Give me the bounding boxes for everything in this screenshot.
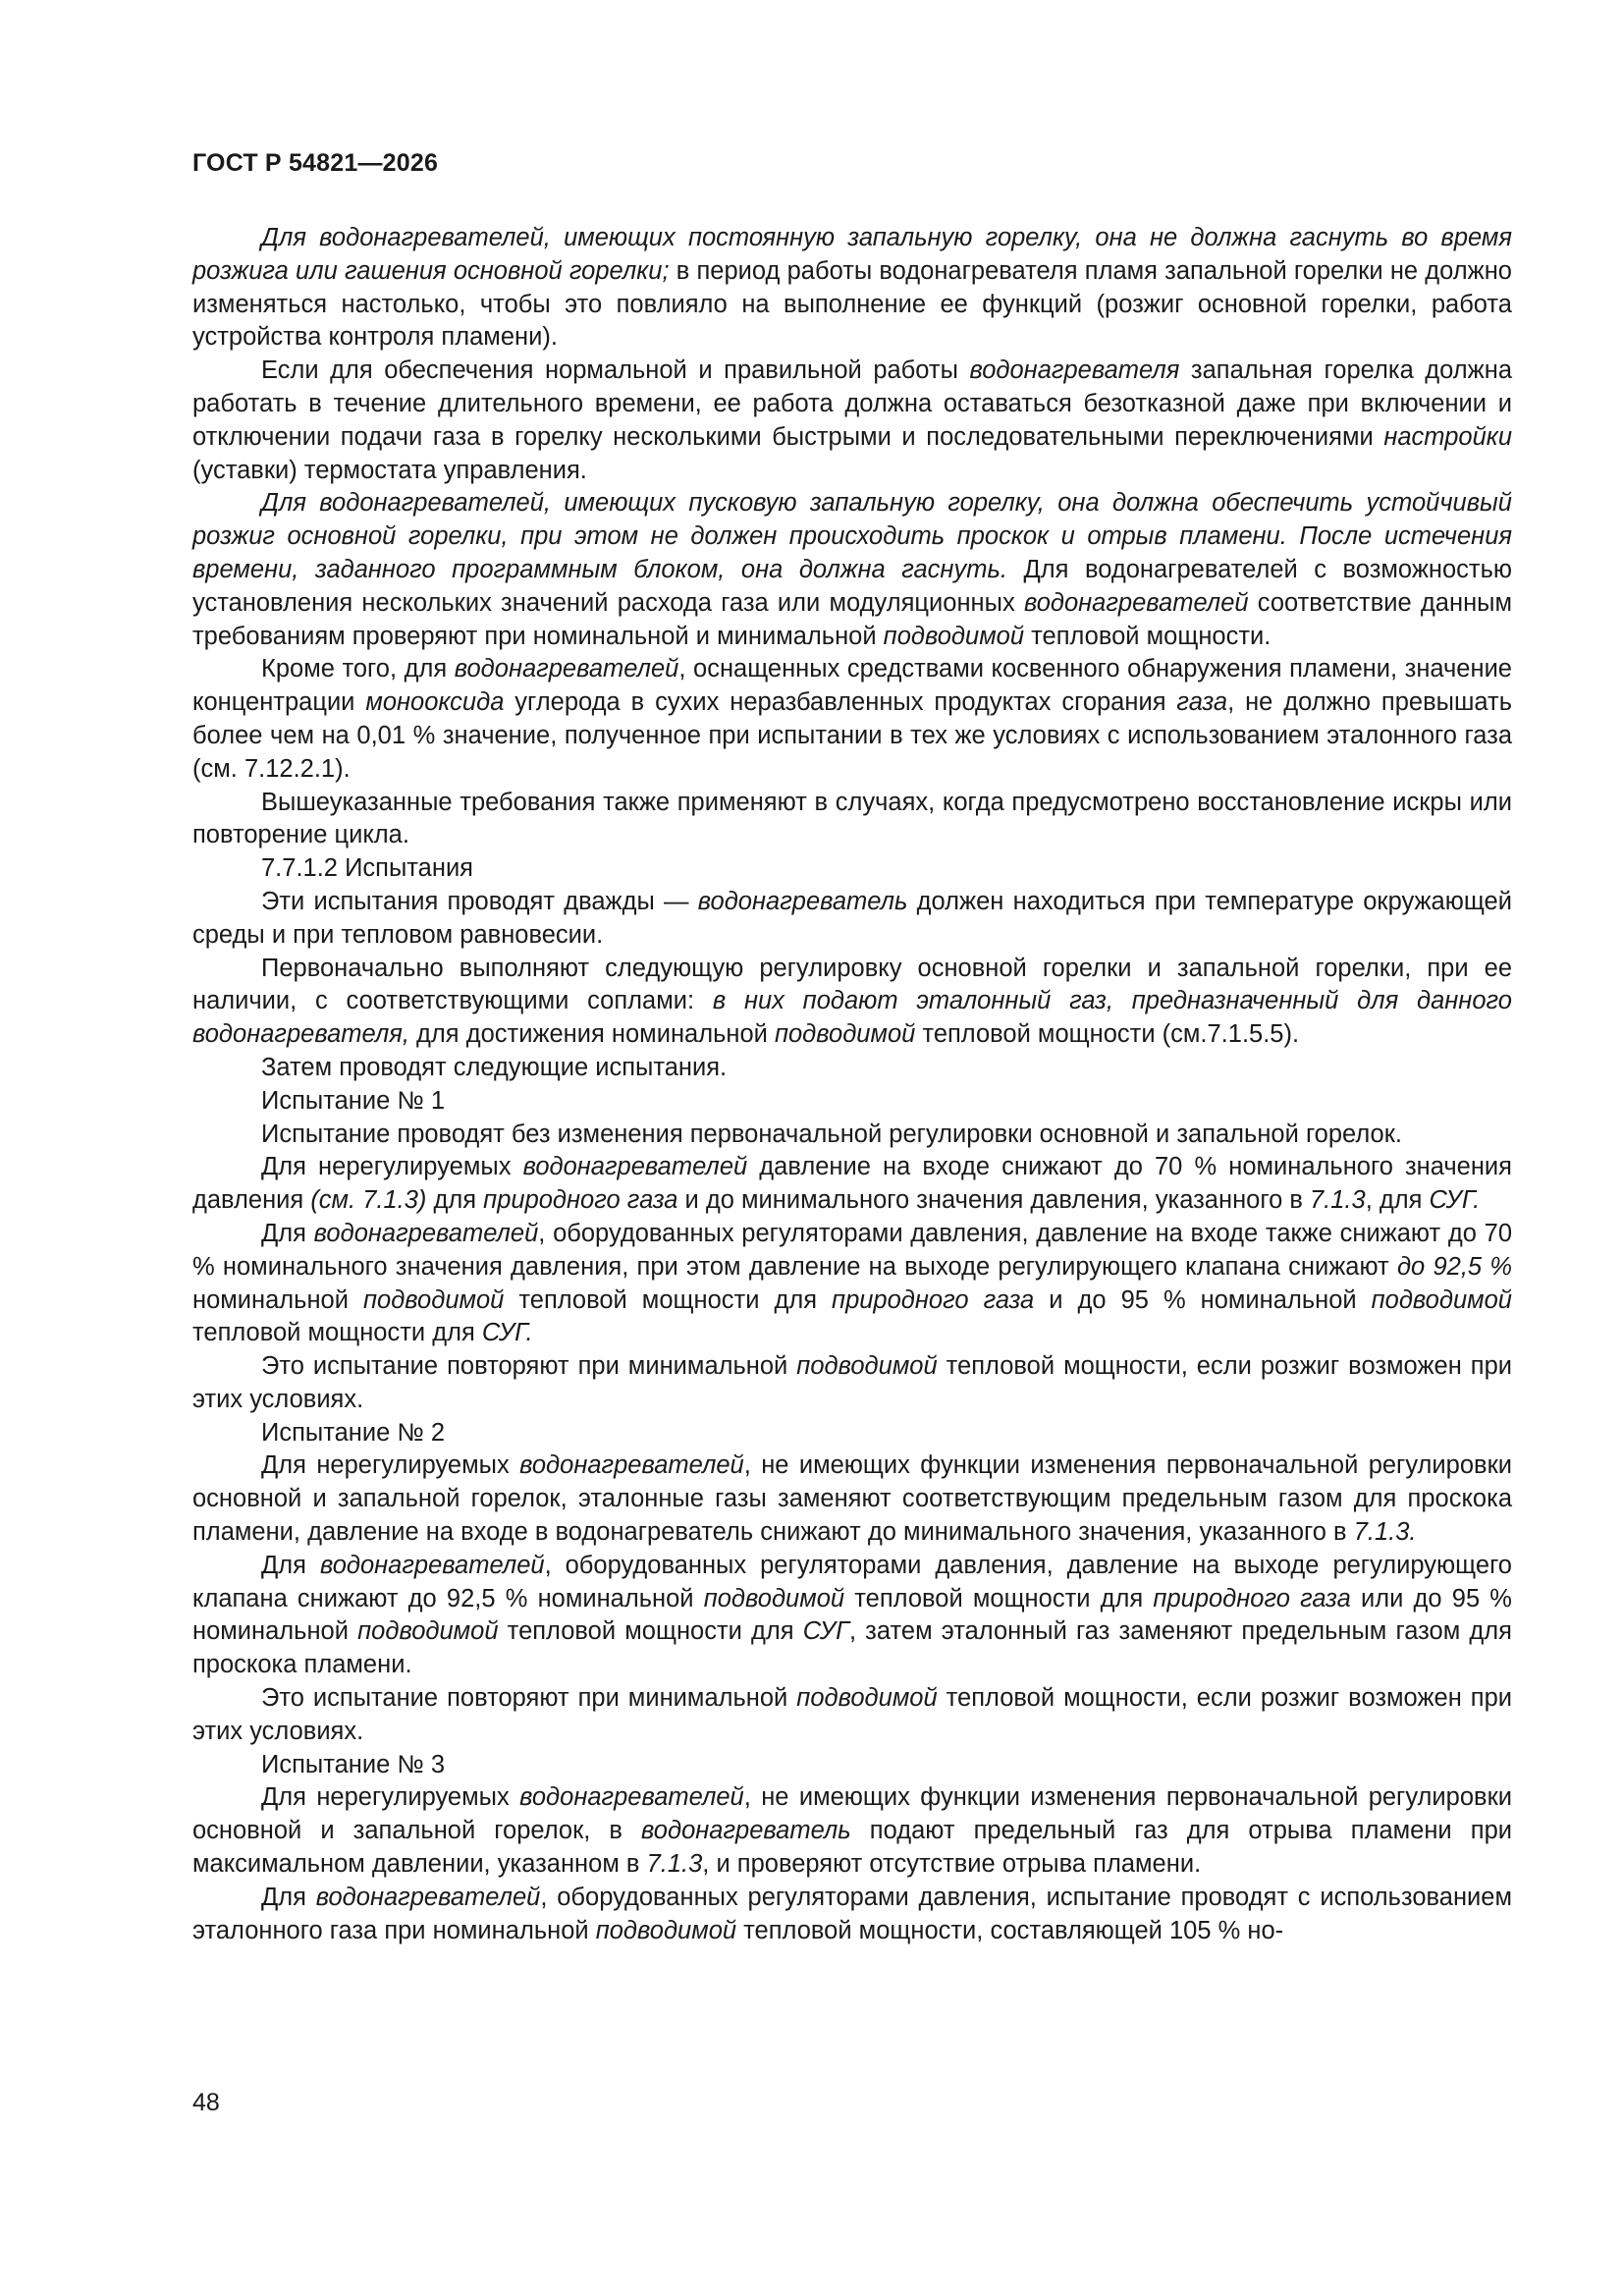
italic-run: подводимой [774,1020,916,1049]
italic-run: (см. 7.1.3) [310,1186,427,1215]
text-run: Для [261,1219,314,1247]
italic-run: подводимой [703,1584,845,1613]
italic-run: СУГ. [481,1319,533,1347]
paragraph [192,1350,1512,1417]
text-run: Для водонагревателей с возможностью установления нескольких значений расхода газа или модуляционных [192,555,1512,617]
paragraph [192,1550,1512,1682]
text-run: Испытание № 1 [261,1086,446,1115]
italic-run: природного газа [1153,1584,1351,1613]
text-run: , оборудованных регуляторами давления, давление на входе также снижают до 70 % номинального значения давления, при этом давление на выходе регулирующего клапана снижают [192,1219,1513,1281]
text-run: тепловой мощности, если розжиг возможен при этих условиях. [192,1352,1513,1413]
italic-run: 7.1.3 [646,1850,703,1879]
text-run: Испытание № 2 [261,1418,446,1447]
text-run: запальная горелка должна работать в течение длительного времени, ее работа должна оставаться безотказной даже при включении и отключении подачи газа в горелку несколькими быстрыми и последовательными переключениями [192,356,1512,451]
text-run: подают предельный газ для отрыва пламени при максимальном давлении, указанном в [192,1817,1513,1879]
paragraph [192,653,1512,786]
paragraph [192,1052,1512,1085]
document-header: ГОСТ Р 54821—2026 [192,149,439,177]
italic-run: подводимой [357,1617,499,1646]
text-run: , и проверяют отсутствие отрыва пламени. [702,1850,1202,1879]
text-run: тепловой мощности для [192,1319,482,1347]
italic-run: природного газа [832,1285,1035,1314]
italic-run: водонагревателей [522,1153,748,1181]
paragraph [192,1151,1512,1218]
text-run: Испытание проводят без изменения первоначальной регулировки основной и запальной горелок. [261,1120,1402,1148]
paragraph [192,1119,1512,1152]
text-run: , затем эталонный газ заменяют предельным газом для проскока пламени. [192,1617,1512,1679]
paragraph [192,487,1512,653]
italic-run: водонагреватель [641,1817,851,1845]
text-run: номинальной [192,1285,363,1314]
text-run: Первоначально выполняют следующую регулировку основной горелки и запальной горелки, при ее наличии, с соответствующими соплами: [192,954,1512,1015]
text-run: Вышеуказанные требования также применяют в случаях, когда предусмотрено восстановление искры или повторение цикла. [192,788,1512,849]
text-run: Для [261,1551,320,1579]
italic-run: водонагреватель [697,887,908,915]
text-run: тепловой мощности, составляющей 105 % но- [736,1916,1284,1944]
text-run: , для [1365,1186,1430,1215]
paragraph [192,1085,1512,1119]
document-body [192,222,1512,1947]
text-run: , не имеющих функции изменения первоначальной регулировки основной и запальной горелок, эталонные газы заменяют соответствующим предельным газом для проскока пламени, давление на входе в водонагреватель снижают до минимального значения, указанного в [192,1451,1512,1547]
text-run: (уставки) термостата управления. [192,456,587,484]
italic-run: монооксида [365,688,505,717]
paragraph [192,1682,1512,1749]
text-run: Испытание № 3 [261,1750,446,1778]
italic-run: подводимой [595,1916,737,1944]
text-run: тепловой мощности (см.7.1.5.5). [915,1020,1300,1049]
italic-run: водонагревателей [313,1219,539,1247]
text-run: должен находиться при температуре окружающей среды и при тепловом равновесии. [192,887,1512,949]
paragraph [192,222,1512,355]
text-run: Это испытание повторяют при минимальной [261,1684,797,1713]
italic-run: до 92,5 % [1396,1252,1512,1281]
text-run: , не должно превышать более чем на 0,01 % значение, полученное при испытании в тех же условиях с использованием эталонного газа (см. 7.12.2.1). [192,688,1512,783]
italic-run: 7.1.3. [1353,1518,1417,1547]
text-run: , оборудованных регуляторами давления, испытание проводят с использованием эталонного газа при номинальной [192,1883,1512,1944]
text-run: тепловой мощности для [498,1617,803,1646]
italic-run: водонагревателей [519,1783,744,1812]
paragraph [192,953,1512,1052]
paragraph [192,1417,1512,1450]
italic-run: подводимой [883,622,1025,650]
text-run: , оснащенных средствами косвенного обнаружения пламени, значение концентрации [192,655,1512,717]
italic-run: водонагревателя [969,356,1180,385]
text-run: тепловой мощности для [844,1584,1154,1613]
text-run: или до 95 % номинальной [192,1584,1512,1646]
paragraph [192,355,1512,487]
text-run: Эти испытания проводят дважды — [261,887,698,915]
italic-run: подводимой [1371,1285,1512,1314]
italic-run: водонагревателей [315,1883,541,1911]
italic-run: Для водонагревателей, имеющих постоянную запальную горелку, она не должна гаснуть во время розжига или гашения основной горелки; [192,224,1512,285]
text-run: Если для обеспечения нормальной и правильной работы [261,356,970,385]
text-run: тепловой мощности, если розжиг возможен при этих условиях. [192,1684,1513,1745]
text-run: Это испытание повторяют при минимальной [261,1352,797,1381]
italic-run: в них подают эталонный газ, предназначенный для данного водонагревателя, [192,987,1512,1049]
text-run: Для нерегулируемых [261,1451,520,1480]
text-run: соответствие данным требованиям проверяют при номинальной и минимальной [192,588,1513,650]
italic-run: СУГ. [1429,1186,1481,1215]
italic-run: водонагревателей [1023,588,1249,617]
italic-run: водонагревателей [319,1551,545,1579]
paragraph [192,787,1512,853]
page-number: 48 [192,2089,220,2116]
paragraph [192,1781,1512,1881]
italic-run: подводимой [796,1352,938,1381]
italic-run: водонагревателей [454,655,679,683]
text-run: , оборудованных регуляторами давления, давление на выходе регулирующего клапана снижают до 92,5 % номинальной [192,1551,1512,1613]
text-run: Кроме того, для [261,655,455,683]
paragraph [192,886,1512,953]
italic-run: подводимой [796,1684,938,1713]
text-run: Для нерегулируемых [261,1783,520,1812]
italic-run: водонагревателей [519,1451,744,1480]
text-run: для [426,1186,484,1215]
italic-run: природного газа [483,1186,678,1215]
paragraph [192,1218,1512,1350]
italic-run: настройки [1383,422,1512,451]
text-run: Для [261,1883,316,1911]
text-run: 7.7.1.2 Испытания [261,854,473,883]
text-run: Затем проводят следующие испытания. [261,1053,728,1081]
italic-run: газа [1176,688,1228,717]
text-run: тепловой мощности для [504,1285,833,1314]
paragraph [192,1449,1512,1549]
text-run: в период работы водонагревателя пламя запальной горелки не должно изменяться настолько, чтобы это повлияло на выполнение ее функций (розжиг основной горелки, работа устройства контроля пламени). [192,256,1512,352]
italic-run: подводимой [363,1285,505,1314]
text-run: Для нерегулируемых [261,1153,523,1181]
paragraph [192,852,1512,886]
paragraph [192,1749,1512,1782]
text-run: , не имеющих функции изменения первоначальной регулировки основной и запальной горелок, в [192,1783,1512,1845]
text-run: давление на входе снижают до 70 % номинального значения давления [192,1153,1512,1215]
italic-run: СУГ [802,1617,849,1646]
italic-run: Для водонагревателей, имеющих пусковую запальную горелку, она должна обеспечить устойчивый розжиг основной горелки, при этом не должен происходить проскок и отрыв пламени. После истечения времени, заданного программным блоком, она должна гаснуть. [192,489,1512,583]
text-run: для достижения номинальной [408,1020,775,1049]
text-run: и до 95 % номинальной [1034,1285,1372,1314]
text-run: углерода в сухих неразбавленных продуктах сгорания [504,688,1177,717]
paragraph [192,1882,1512,1948]
italic-run: 7.1.3 [1309,1186,1366,1215]
text-run: тепловой мощности. [1024,622,1271,650]
text-run: и до минимального значения давления, указанного в [677,1186,1310,1215]
